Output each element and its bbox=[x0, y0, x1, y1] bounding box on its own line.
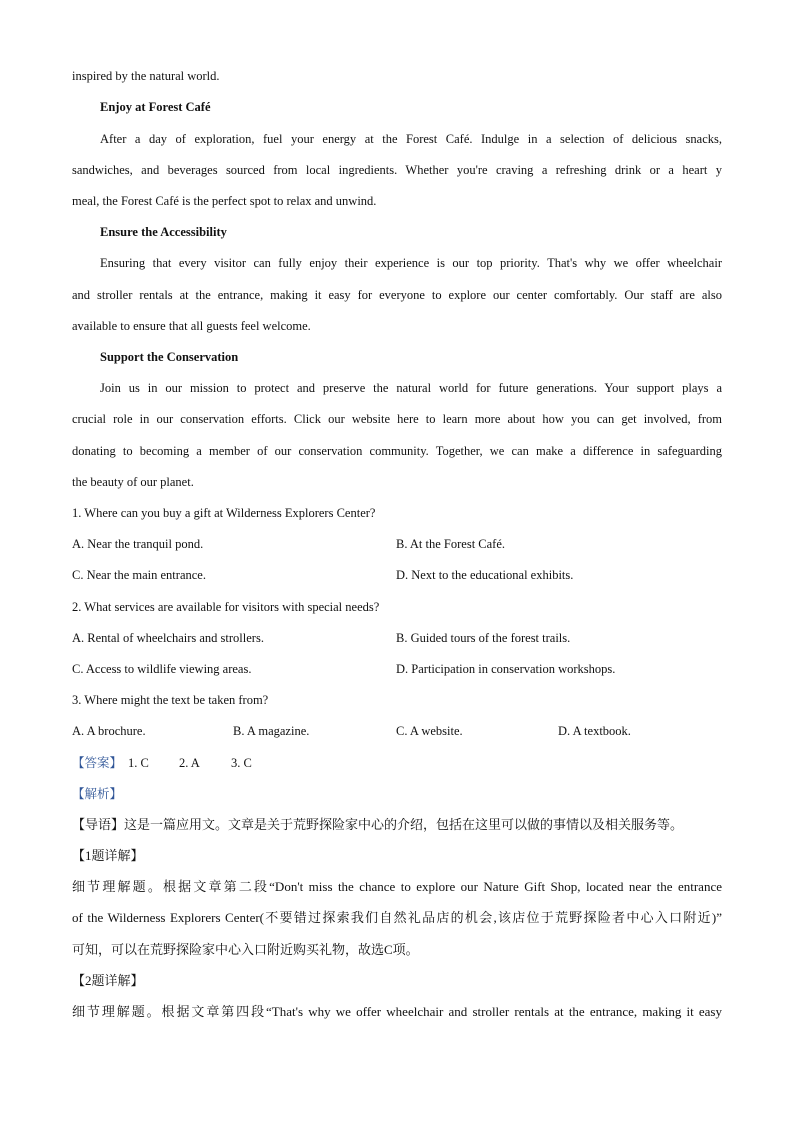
passage-line: donating to becoming a member of our conservation community. Together, we can make a difference in safeguarding bbox=[72, 444, 722, 458]
q3-option-c: C. A website. bbox=[396, 724, 463, 738]
passage-line: and stroller rentals at the entrance, making it easy for everyone to explore our center comfortably. Our staff are also bbox=[72, 288, 722, 302]
passage-line: sandwiches, and beverages sourced from local ingredients. Whether you're craving a refreshing drink or a heart y bbox=[72, 163, 722, 177]
passage-line: Ensuring that every visitor can fully enjoy their experience is our top priority. That's why we offer wheelchair bbox=[100, 256, 722, 270]
passage-line: inspired by the natural world. bbox=[72, 69, 220, 83]
answer-item: 3. C bbox=[231, 756, 252, 770]
guide-text: 这是一篇应用文。文章是关于荒野探险家中心的介绍，包括在这里可以做的事情以及相关服务等。 bbox=[124, 817, 684, 832]
question-stem-2: 2. What services are available for visitors with special needs? bbox=[72, 600, 380, 614]
question-stem-3: 3. Where might the text be taken from? bbox=[72, 693, 269, 707]
q3-option-a: A. A brochure. bbox=[72, 724, 146, 738]
answer-label: 【答案】 bbox=[72, 756, 123, 770]
section-heading-accessibility: Ensure the Accessibility bbox=[100, 225, 227, 239]
passage-line: available to ensure that all guests feel welcome. bbox=[72, 319, 311, 333]
passage-line: the beauty of our planet. bbox=[72, 475, 194, 489]
guide-line bbox=[72, 815, 734, 835]
detail-line: 可知，可以在荒野探险家中心入口附近购买礼物，故选C项。 bbox=[72, 942, 419, 957]
q3-option-d: D. A textbook. bbox=[558, 724, 631, 738]
detail-heading-2: 【2题详解】 bbox=[72, 973, 144, 988]
q2-option-c: C. Access to wildlife viewing areas. bbox=[72, 662, 252, 676]
q1-option-b: B. At the Forest Café. bbox=[396, 537, 506, 551]
q2-option-b: B. Guided tours of the forest trails. bbox=[396, 631, 571, 645]
answer-item: 1. C bbox=[128, 756, 149, 770]
q2-option-a: A. Rental of wheelchairs and strollers. bbox=[72, 631, 264, 645]
section-heading-cafe: Enjoy at Forest Café bbox=[100, 100, 211, 114]
passage-line: crucial role in our conservation efforts. Click our website here to learn more about how you can get involved, from bbox=[72, 412, 722, 426]
guide-label: 【导语】 bbox=[72, 817, 125, 832]
detail-line: 细节理解题。根据文章第二段“Don't miss the chance to explore our Nature Gift Shop, located near the entrance bbox=[72, 879, 722, 894]
passage-line: meal, the Forest Café is the perfect spot to relax and unwind. bbox=[72, 194, 377, 208]
q1-option-c: C. Near the main entrance. bbox=[72, 568, 206, 582]
detail-line: 细节理解题。根据文章第四段“That's why we offer wheelchair and stroller rentals at the entrance, making it easy bbox=[72, 1004, 722, 1019]
analysis-label: 【解析】 bbox=[72, 787, 123, 801]
detail-heading-1: 【1题详解】 bbox=[72, 848, 144, 863]
q1-option-a: A. Near the tranquil pond. bbox=[72, 537, 204, 551]
q1-option-d: D. Next to the educational exhibits. bbox=[396, 568, 574, 582]
passage-line: After a day of exploration, fuel your energy at the Forest Café. Indulge in a selection of delicious snacks, bbox=[100, 132, 722, 146]
q2-option-d: D. Participation in conservation workshops. bbox=[396, 662, 616, 676]
answer-item: 2. A bbox=[179, 756, 200, 770]
detail-line: of the Wilderness Explorers Center(不要错过探索我们自然礼品店的机会,该店位于荒野探险者中心入口附近)” bbox=[72, 910, 722, 925]
passage-line: Join us in our mission to protect and preserve the natural world for future generations. Your support plays a bbox=[100, 381, 722, 395]
section-heading-conservation: Support the Conservation bbox=[100, 350, 239, 364]
question-stem-1: 1. Where can you buy a gift at Wilderness Explorers Center? bbox=[72, 506, 376, 520]
q3-option-b: B. A magazine. bbox=[233, 724, 310, 738]
